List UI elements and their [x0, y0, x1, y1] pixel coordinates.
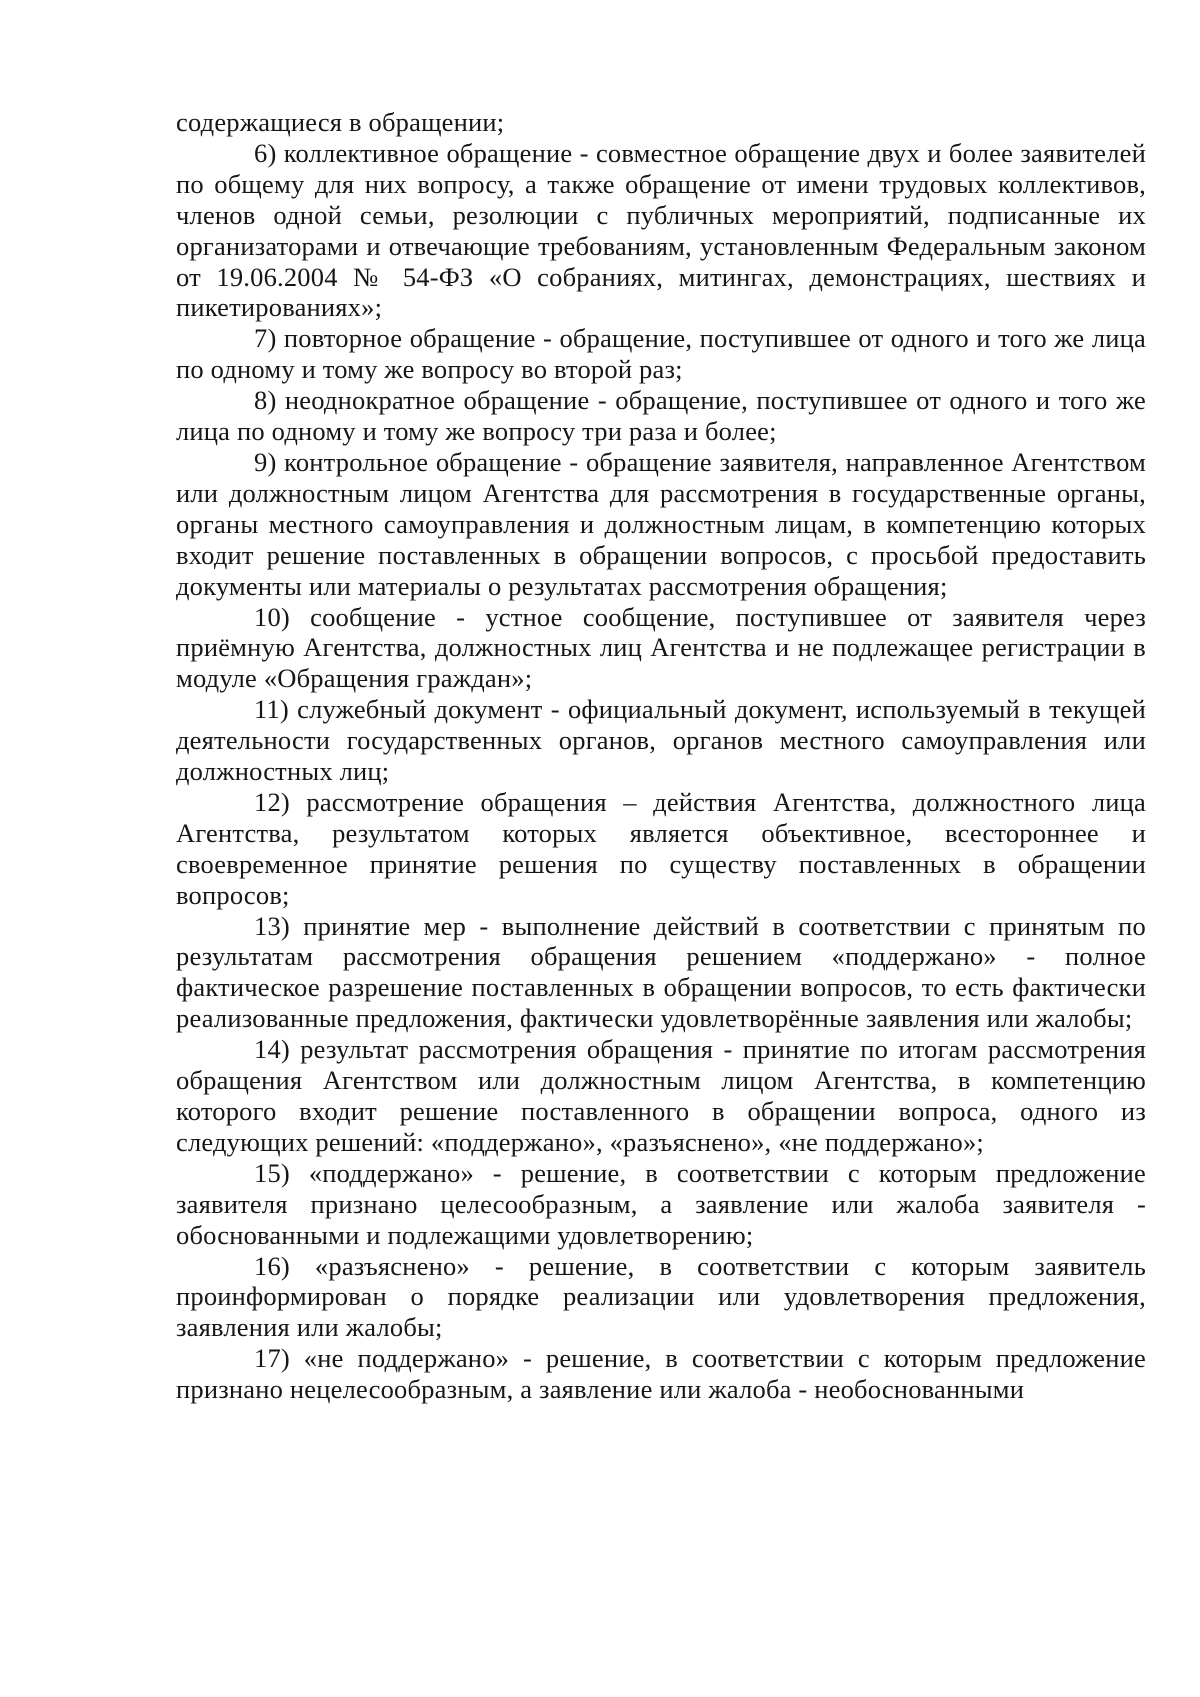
paragraph-item-12: 12) рассмотрение обращения – действия Агентства, должностного лица Агентства, результатом которых является объективное, всестороннее и своевременное принятие решения по существу поставленных в обращении вопросов; — [176, 786, 1146, 910]
paragraph-item-14: 14) результат рассмотрения обращения - принятие по итогам рассмотрения обращения Агентством или должностным лицом Агентства, в компетенцию которого входит решение поставленного в обращении вопроса, одного из следующих решений: «поддержано», «разъяснено», «не поддержано»; — [176, 1034, 1146, 1157]
paragraph-item-11: 11) служебный документ - официальный документ, используемый в текущей деятельности государственных органов, органов местного самоуправления или должностных лиц; — [176, 694, 1146, 787]
paragraph-item-8: 8) неоднократное обращение - обращение, поступившее от одного и того же лица по одному и тому же вопросу три раза и более; — [176, 385, 1146, 447]
paragraph-item-10: 10) сообщение - устное сообщение, поступившее от заявителя через приёмную Агентства, должностных лиц Агентства и не подлежащее регистрации в модуле «Обращения граждан»; — [176, 601, 1146, 694]
paragraph-item-9: 9) контрольное обращение - обращение заявителя, направленное Агентством или должностным лицом Агентства для рассмотрения в государственные органы, органы местного самоуправления и должностным лицам, в компетенцию которых входит решение поставленных в обращении вопросов, с просьбой предоставить документы или материалы о результатах рассмотрения обращения; — [176, 446, 1146, 601]
paragraph-item-17: 17) «не поддержано» - решение, в соответствии с которым предложение признано нецелесообразным, а заявление или жалоба - необоснованными — [176, 1343, 1146, 1405]
paragraph-continuation: содержащиеся в обращении; — [176, 107, 505, 137]
paragraph-item-7: 7) повторное обращение - обращение, поступившее от одного и того же лица по одному и тому же вопросу во второй раз; — [176, 323, 1146, 385]
paragraph-item-13: 13) принятие мер - выполнение действий в соответствии с принятым по результатам рассмотрения обращения решением «поддержано» - полное фактическое разрешение поставленных в обращении вопросов, то есть фактически реализованные предложения, фактически удовлетворённые заявления или жалобы; — [176, 910, 1146, 1034]
paragraph-item-16: 16) «разъяснено» - решение, в соответствии с которым заявитель проинформирован о порядке реализации или удовлетворения предложения, заявления или жалобы; — [176, 1250, 1146, 1343]
paragraph-item-15: 15) «поддержано» - решение, в соответствии с которым предложение заявителя признано целесообразным, а заявление или жалоба заявителя - обоснованными и подлежащими удовлетворению; — [176, 1157, 1146, 1250]
document-body — [176, 107, 1146, 1405]
paragraph-item-6: 6) коллективное обращение - совместное обращение двух и более заявителей по общему для них вопросу, а также обращение от имени трудовых коллективов, членов одной семьи, резолюции с публичных мероприятий, подписанные их организаторами и отвечающие требованиям, установленным Федеральным законом от 19.06.2004 № 54-ФЗ «О собраниях, митингах, демонстрациях, шествиях и пикетированиях»; — [176, 137, 1146, 323]
